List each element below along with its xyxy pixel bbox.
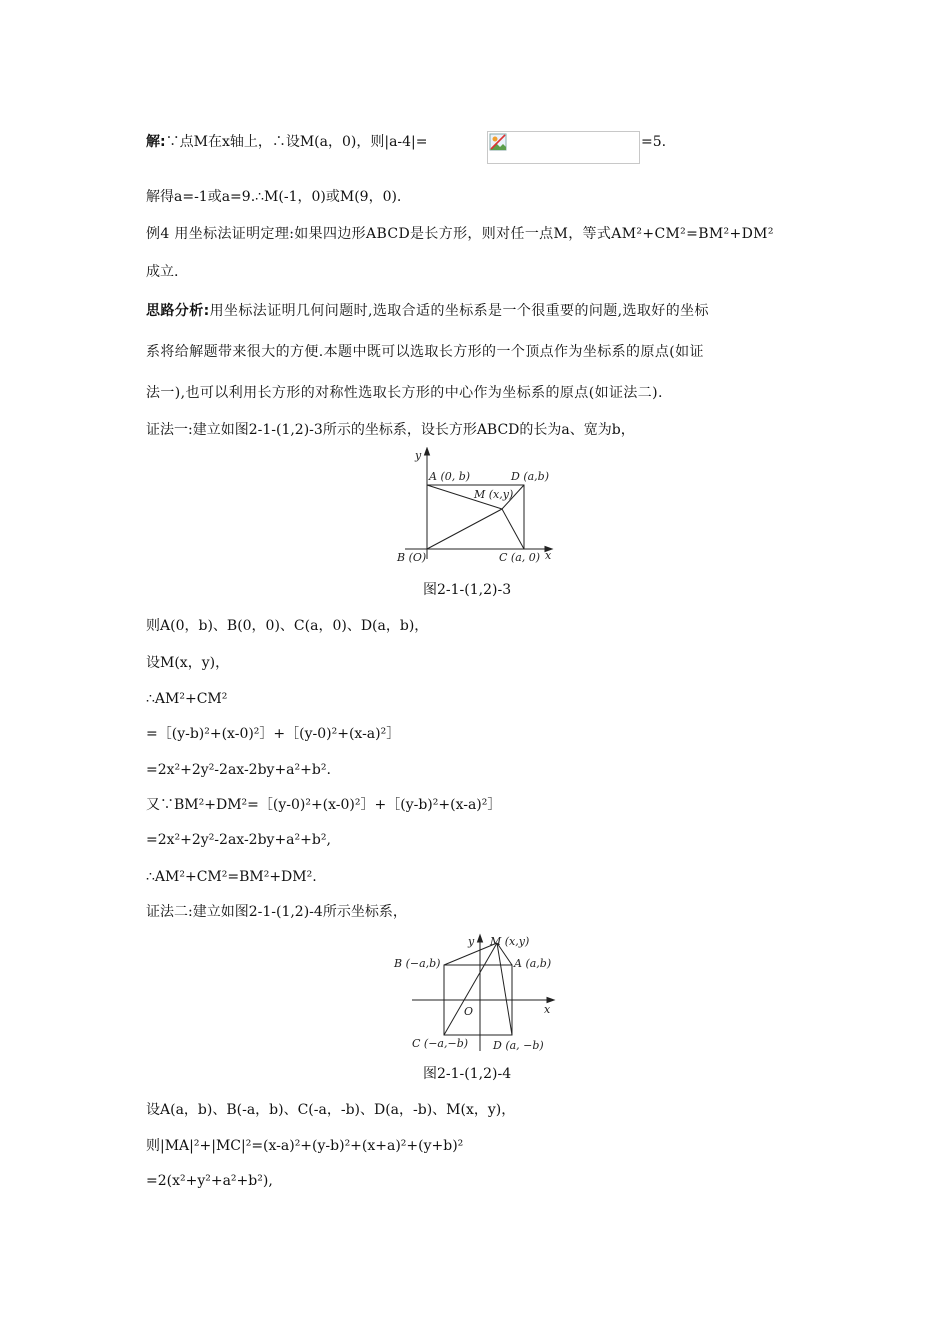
figure-3-caption: 图2-1-(1,2)-3	[423, 582, 512, 598]
fig3-label-b: B (O)	[397, 551, 427, 564]
solution-line	[146, 132, 428, 152]
analysis-line-2: 系将给解题带来很大的方便.本题中既可以选取长方形的一个顶点作为坐标系的原点(如证	[146, 344, 704, 360]
solution-text-before: ∵点M在x轴上，∴设M(a，0)，则|a-4|=	[165, 134, 428, 150]
fig4-segment-mc	[444, 943, 497, 1035]
fig4-label-x: x	[544, 1003, 551, 1016]
proof1-line-8: ∴AM²+CM²=BM²+DM².	[146, 869, 317, 885]
proof2-line-1: 设A(a，b)、B(-a，b)、C(-a，-b)、D(a，-b)、M(x，y)，	[146, 1102, 516, 1118]
proof1-line-5: =2x²+2y²-2ax-2by+a²+b².	[146, 762, 331, 778]
proof2-line-2: 则|MA|²+|MC|²=(x-a)²+(y-b)²+(x+a)²+(y+b)²	[146, 1138, 464, 1154]
example-statement-end: 成立.	[146, 264, 179, 280]
fig3-label-y: y	[415, 449, 422, 462]
proof1-line-1: 则A(0，b)、B(0，0)、C(a，0)、D(a，b)，	[146, 618, 429, 634]
fig3-segment-bm	[427, 509, 502, 549]
fig4-label-m: M (x,y)	[490, 935, 530, 948]
fig4-label-a: A (a,b)	[514, 957, 552, 970]
fig4-x-arrow	[547, 998, 554, 1003]
fig3-segment-cm	[502, 509, 524, 549]
broken-image-icon	[489, 133, 507, 151]
fig4-label-c: C (−a,−b)	[412, 1037, 469, 1050]
proof1-line-4: =［(y-b)²+(x-0)²］+［(y-0)²+(x-a)²］	[146, 726, 401, 742]
fig3-y-arrow	[425, 448, 430, 455]
proof2-line-3: =2(x²+y²+a²+b²),	[146, 1173, 273, 1189]
analysis-line-1	[146, 301, 709, 321]
solution-text-after: =5.	[641, 134, 667, 150]
proof1-line-6: 又∵BM²+DM²=［(y-0)²+(x-0)²］+［(y-b)²+(x-a)²］	[146, 797, 502, 813]
fig3-label-c: C (a, 0)	[499, 551, 541, 564]
broken-image-placeholder	[487, 131, 640, 164]
solution-label: 解:	[146, 134, 166, 150]
analysis-label: 思路分析:	[146, 303, 210, 319]
figure-3	[395, 447, 560, 569]
fig3-label-a: A (0, b)	[429, 470, 471, 483]
fig4-label-y: y	[468, 935, 475, 948]
fig3-label-m: M (x,y)	[474, 488, 514, 501]
fig3-label-d: D (a,b)	[511, 470, 549, 483]
figure-4	[392, 931, 562, 1056]
fig4-y-arrow	[478, 935, 483, 942]
proof1-line-2: 设M(x，y)，	[146, 655, 230, 671]
fig4-label-o: O	[464, 1005, 474, 1018]
fig4-label-b: B (−a,b)	[394, 957, 441, 970]
proof1-intro: 证法一:建立如图2-1-(1,2)-3所示的坐标系，设长方形ABCD的长为a、宽为b，	[146, 422, 635, 438]
fig3-label-x: x	[545, 549, 552, 562]
analysis-text-1: 用坐标法证明几何问题时,选取合适的坐标系是一个很重要的问题,选取好的坐标	[209, 303, 709, 319]
proof1-line-3: ∴AM²+CM²	[146, 691, 228, 707]
fig4-segment-md	[497, 943, 512, 1035]
proof2-intro: 证法二:建立如图2-1-(1,2)-4所示坐标系，	[146, 904, 407, 920]
analysis-line-3: 法一),也可以利用长方形的对称性选取长方形的中心作为坐标系的原点(如证法二).	[146, 385, 663, 401]
figure-4-caption: 图2-1-(1,2)-4	[423, 1066, 512, 1082]
solution-result: 解得a=-1或a=9.∴M(-1，0)或M(9，0).	[146, 189, 402, 205]
proof1-line-7: =2x²+2y²-2ax-2by+a²+b²,	[146, 832, 331, 848]
fig4-label-d: D (a, −b)	[493, 1039, 544, 1052]
example-statement: 例4 用坐标法证明定理:如果四边形ABCD是长方形，则对任一点M，等式AM²+CM²=BM²+DM²	[146, 226, 774, 242]
